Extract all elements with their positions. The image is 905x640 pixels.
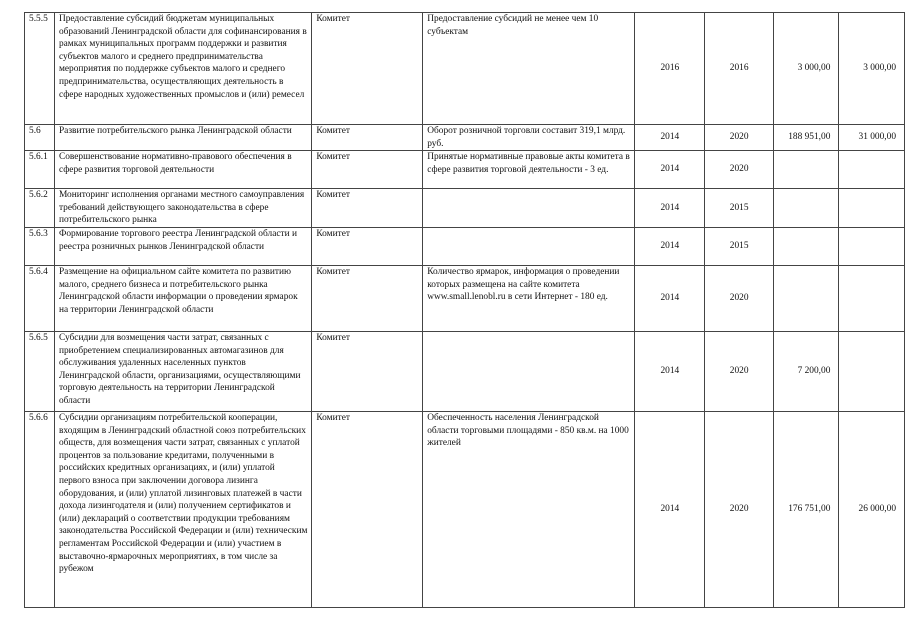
table-row [25, 125, 905, 151]
start-year: 2014 [635, 227, 704, 265]
program-activities-table [24, 12, 905, 608]
end-year: 2020 [704, 151, 773, 189]
indicator: Оборот розничной торговли составит 319,1 млрд. руб. [423, 125, 635, 151]
year-amount [839, 227, 905, 265]
end-year: 2020 [704, 125, 773, 151]
end-year: 2020 [704, 331, 773, 411]
end-year: 2016 [704, 13, 773, 125]
executor: Комитет [312, 125, 423, 151]
indicator: Принятые нормативные правовые акты комитета в сфере развития торговой деятельности - 3 ед. [423, 151, 635, 189]
activity-name: Развитие потребительского рынка Ленинградской области [54, 125, 311, 151]
total-amount: 7 200,00 [773, 331, 839, 411]
year-amount [839, 331, 905, 411]
end-year: 2020 [704, 411, 773, 607]
activity-name: Мониторинг исполнения органами местного самоуправления требований действующего законодательства в сфере потребительского рынка [54, 189, 311, 228]
end-year: 2020 [704, 265, 773, 331]
year-amount: 26 000,00 [839, 411, 905, 607]
activity-name: Предоставление субсидий бюджетам муниципальных образований Ленинградской области для софинансирования в рамках муниципальных программ поддержки и развития субъектов малого и среднего предпринимательства мероприятия по поддержке субъектов малого и среднего предпринимательства, осуществляющих деятельность в сфере народных художественных промыслов и (или) ремесел [54, 13, 311, 125]
end-year: 2015 [704, 227, 773, 265]
activity-name: Совершенствование нормативно-правового обеспечения в сфере развития торговой деятельности [54, 151, 311, 189]
activity-name: Субсидии для возмещения части затрат, связанных с приобретением специализированных автомагазинов для обслуживания удаленных населенных пунктов Ленинградской области, организациями, осуществляющими торговую деятельность на территории Ленинградской области [54, 331, 311, 411]
year-amount [839, 151, 905, 189]
item-number: 5.6.4 [25, 265, 55, 331]
total-amount: 3 000,00 [773, 13, 839, 125]
indicator: Количество ярмарок, информация о проведении которых размещена на сайте комитета www.small.lenobl.ru в сети Интернет - 180 ед. [423, 265, 635, 331]
start-year: 2014 [635, 151, 704, 189]
total-amount [773, 189, 839, 228]
year-amount [839, 189, 905, 228]
item-number: 5.6 [25, 125, 55, 151]
table-row [25, 189, 905, 228]
total-amount [773, 151, 839, 189]
indicator [423, 189, 635, 228]
start-year: 2014 [635, 331, 704, 411]
executor: Комитет [312, 227, 423, 265]
table-row [25, 151, 905, 189]
start-year: 2016 [635, 13, 704, 125]
indicator [423, 331, 635, 411]
executor: Комитет [312, 331, 423, 411]
total-amount: 176 751,00 [773, 411, 839, 607]
table-row [25, 13, 905, 125]
indicator [423, 227, 635, 265]
executor: Комитет [312, 13, 423, 125]
activity-name: Формирование торгового реестра Ленинградской области и реестра розничных рынков Ленинградской области [54, 227, 311, 265]
total-amount: 188 951,00 [773, 125, 839, 151]
table-row [25, 265, 905, 331]
executor: Комитет [312, 411, 423, 607]
total-amount [773, 227, 839, 265]
activity-name: Размещение на официальном сайте комитета по развитию малого, среднего бизнеса и потребительского рынка Ленинградской области информации о проведении ярмарок на территории Ленинградской области [54, 265, 311, 331]
item-number: 5.6.6 [25, 411, 55, 607]
indicator: Предоставление субсидий не менее чем 10 субъектам [423, 13, 635, 125]
table-row [25, 331, 905, 411]
start-year: 2014 [635, 265, 704, 331]
item-number: 5.6.3 [25, 227, 55, 265]
year-amount: 3 000,00 [839, 13, 905, 125]
executor: Комитет [312, 265, 423, 331]
item-number: 5.6.5 [25, 331, 55, 411]
item-number: 5.6.1 [25, 151, 55, 189]
indicator: Обеспеченность населения Ленинградской области торговыми площадями - 850 кв.м. на 1000 жителей [423, 411, 635, 607]
year-amount [839, 265, 905, 331]
start-year: 2014 [635, 125, 704, 151]
start-year: 2014 [635, 189, 704, 228]
item-number: 5.6.2 [25, 189, 55, 228]
year-amount: 31 000,00 [839, 125, 905, 151]
executor: Комитет [312, 151, 423, 189]
start-year: 2014 [635, 411, 704, 607]
total-amount [773, 265, 839, 331]
item-number: 5.5.5 [25, 13, 55, 125]
activity-name: Субсидии организациям потребительской кооперации, входящим в Ленинградский областной союз потребительских обществ, для возмещения части затрат, связанных с уплатой процентов за пользование кредитами, полученными в российских кредитных организациях, и (или) уплатой первого взноса при заключении договора лизинга оборудования, и (или) уплатой лизинговых платежей в части дохода лизингодателя и (или) получением сертификатов и (или) деклараций о соответствии продукции требованиям законодательства Российской Федерации и (или) техническим регламентам Российской Федерации и (или) участием в выставочно-ярмарочных мероприятиях, в том числе за рубежом [54, 411, 311, 607]
end-year: 2015 [704, 189, 773, 228]
table-row [25, 411, 905, 607]
executor: Комитет [312, 189, 423, 228]
table-row [25, 227, 905, 265]
